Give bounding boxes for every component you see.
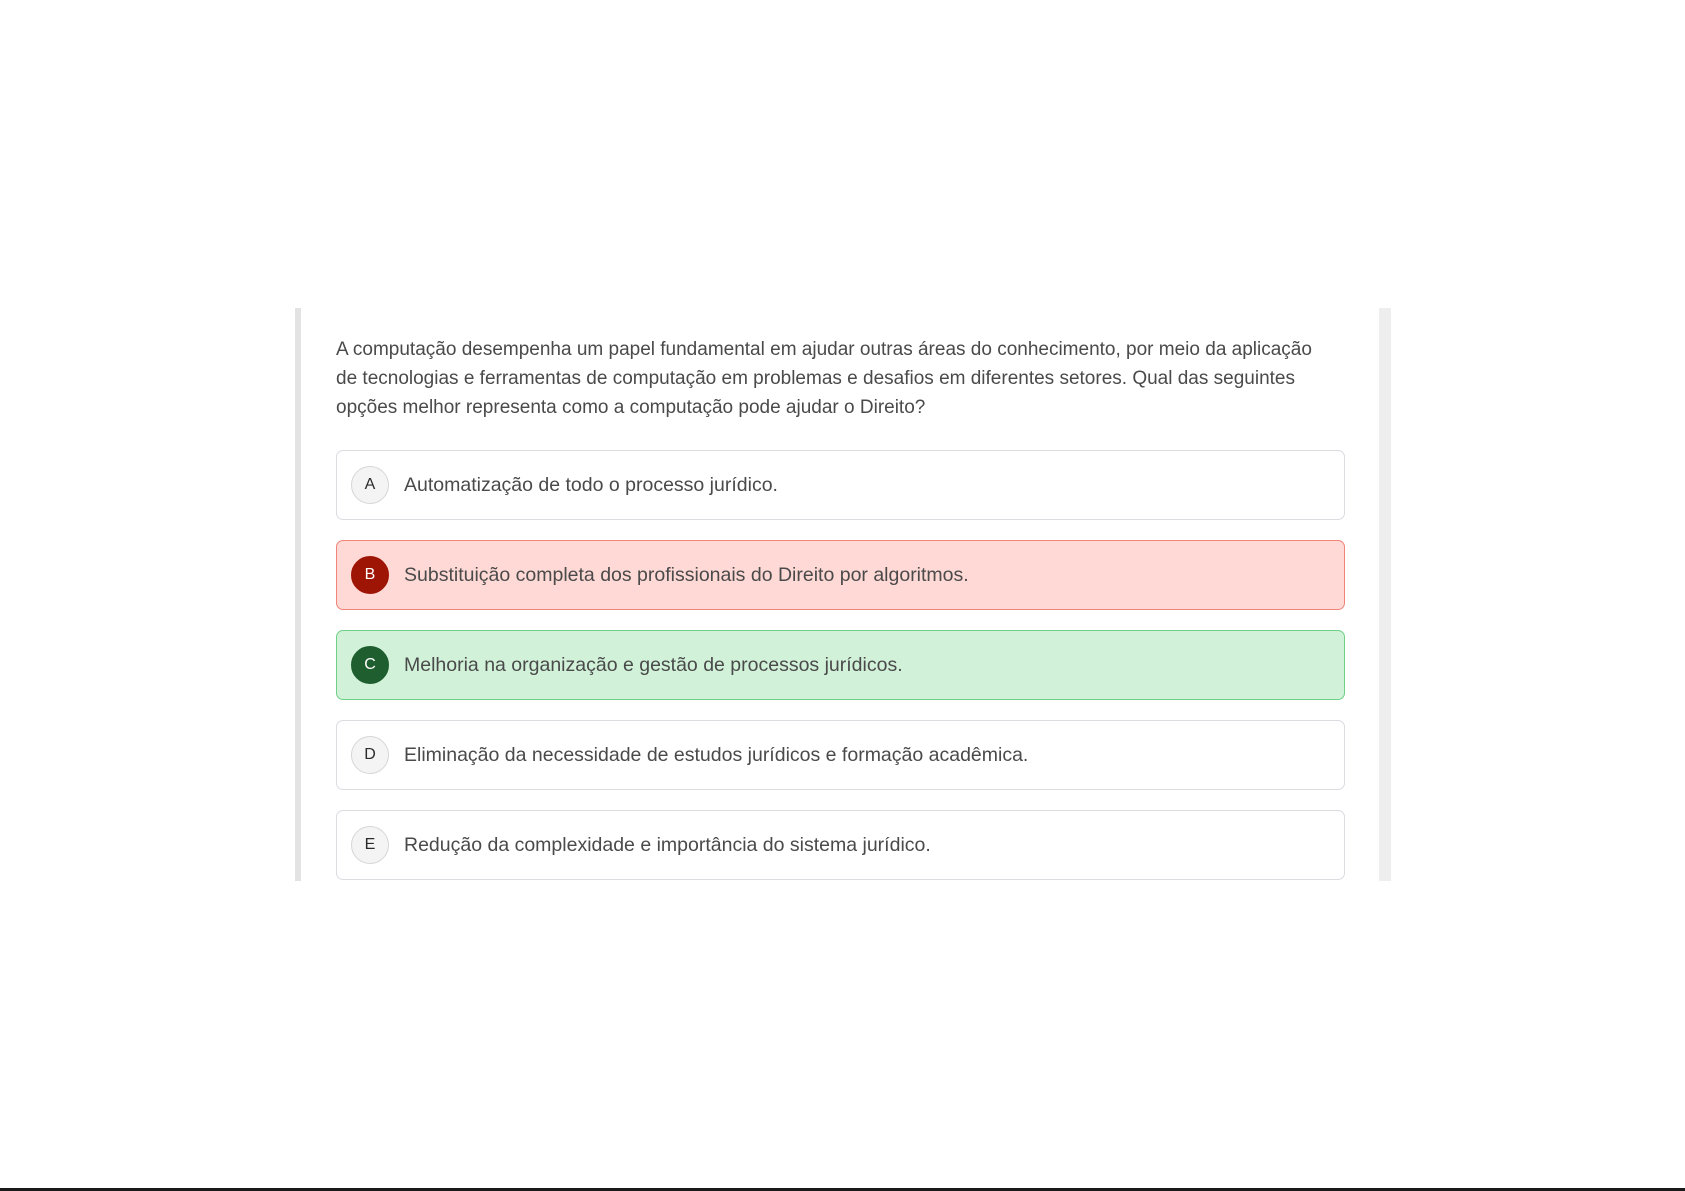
option-text: Eliminação da necessidade de estudos jurídicos e formação acadêmica. xyxy=(404,743,1029,766)
option-letter-badge: D xyxy=(351,736,389,774)
option-b[interactable] xyxy=(336,540,1345,610)
option-letter-badge: E xyxy=(351,826,389,864)
question-text: A computação desempenha um papel fundamental em ajudar outras áreas do conhecimento, por meio da aplicação de tecnologias e ferramentas de computação em problemas e desafios em diferentes setores. Qual das seguintes opções melhor representa como a computação pode ajudar o Direito? xyxy=(336,339,1312,418)
option-d[interactable] xyxy=(336,720,1345,790)
option-letter-badge: A xyxy=(351,466,389,504)
option-letter-badge: B xyxy=(351,556,389,594)
option-text: Redução da complexidade e importância do sistema jurídico. xyxy=(404,833,931,856)
option-a[interactable] xyxy=(336,450,1345,520)
answer-options xyxy=(336,450,1345,880)
option-text: Automatização de todo o processo jurídico. xyxy=(404,473,778,496)
option-text: Melhoria na organização e gestão de processos jurídicos. xyxy=(404,653,903,676)
option-letter-badge: C xyxy=(351,646,389,684)
question-card xyxy=(295,308,1391,881)
option-text: Substituição completa dos profissionais do Direito por algoritmos. xyxy=(404,563,969,586)
option-c[interactable] xyxy=(336,630,1345,700)
option-e[interactable] xyxy=(336,810,1345,880)
